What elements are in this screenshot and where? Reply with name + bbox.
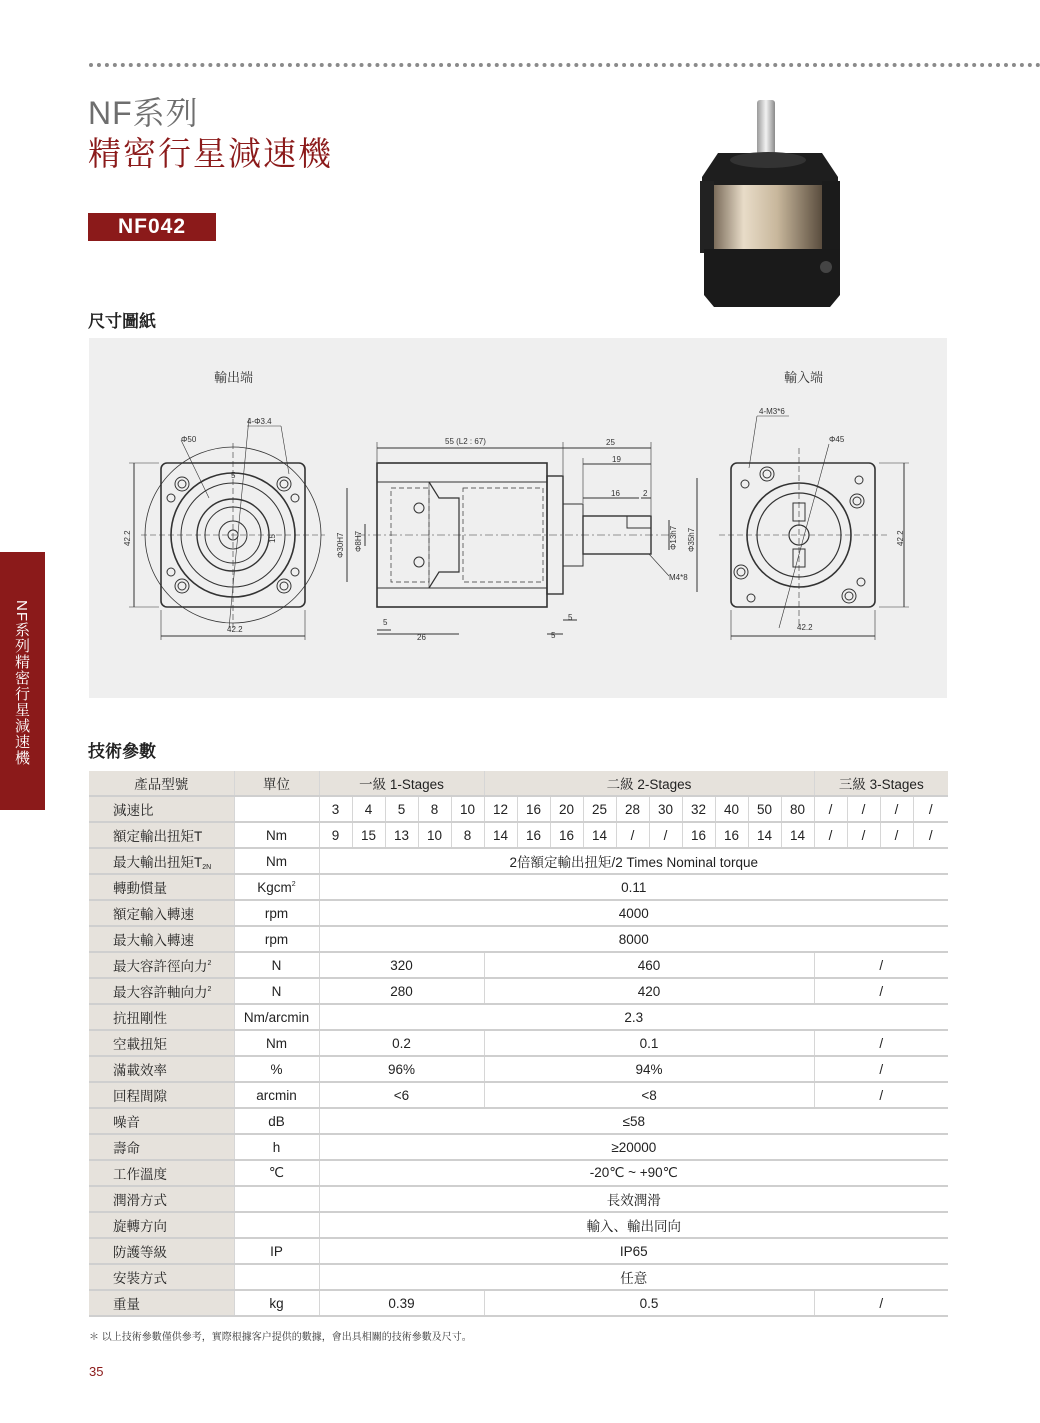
row-unit: Kgcm$^2$ — [234, 874, 319, 900]
row-label: 潤滑方式 — [89, 1186, 234, 1212]
table-row — [89, 1212, 948, 1238]
dim-phi50: Φ50 — [181, 435, 197, 444]
section-drawing-title: 尺寸圖紙 — [88, 312, 156, 331]
dim-42-2-in-v: 42.2 — [896, 530, 905, 546]
dim-5a: 5 — [383, 618, 388, 627]
cell: 10 — [451, 796, 484, 822]
cell: 20 — [550, 796, 583, 822]
row-unit — [234, 1264, 319, 1290]
table-row — [89, 822, 948, 848]
table-header-row — [89, 771, 948, 796]
row-unit: % — [234, 1056, 319, 1082]
table-row — [89, 1160, 948, 1186]
cell: 4000 — [319, 900, 948, 926]
row-unit — [234, 1186, 319, 1212]
cell: / — [847, 822, 880, 848]
table-row — [89, 1186, 948, 1212]
header-stage1: 一級 1-Stages — [319, 771, 484, 796]
cell: 14 — [484, 822, 517, 848]
page-number: 35 — [89, 1364, 104, 1379]
model-badge: NF042 — [88, 213, 216, 241]
table-row — [89, 926, 948, 952]
cell: 460 — [484, 952, 814, 978]
row-label: 最大輸入轉速 — [89, 926, 234, 952]
footnote: ＊ 以上技術參數僅供參考，實際根據客户提供的數據，會出具相關的技術參數及尺寸。 — [89, 1332, 472, 1343]
dim-5: 5 — [231, 471, 236, 480]
cell: ≥20000 — [319, 1134, 948, 1160]
cell: 16 — [517, 796, 550, 822]
dim-m4: M4*8 — [669, 573, 688, 582]
dim-2: 2 — [643, 489, 648, 498]
cell: / — [880, 822, 913, 848]
dim-5b: 5 — [551, 631, 556, 640]
cell: / — [814, 796, 847, 822]
row-unit: h — [234, 1134, 319, 1160]
row-label: 安裝方式 — [89, 1264, 234, 1290]
row-label: 減速比 — [89, 796, 234, 822]
table-row — [89, 952, 948, 978]
dim-phi45: Φ45 — [829, 435, 845, 444]
header-model: 產品型號 — [89, 771, 234, 796]
row-unit: Nm — [234, 822, 319, 848]
product-image — [690, 95, 850, 325]
row-unit: Nm — [234, 1030, 319, 1056]
row-unit: kg — [234, 1290, 319, 1316]
cell: 40 — [715, 796, 748, 822]
cell: 14 — [781, 822, 814, 848]
row-unit: N — [234, 978, 319, 1004]
row-unit: arcmin — [234, 1082, 319, 1108]
row-label: 抗扭剛性 — [89, 1004, 234, 1030]
cell: 3 — [319, 796, 352, 822]
dim-5c: 5 — [568, 613, 573, 622]
cell: / — [814, 822, 847, 848]
cell: 輸入、輸出同向 — [319, 1212, 948, 1238]
row-label: 壽命 — [89, 1134, 234, 1160]
cell: 8000 — [319, 926, 948, 952]
table-row — [89, 1264, 948, 1290]
drawing-lines — [89, 338, 947, 698]
cell: ≤58 — [319, 1108, 948, 1134]
cell: 30 — [649, 796, 682, 822]
table-row — [89, 1004, 948, 1030]
cell: 96% — [319, 1056, 484, 1082]
dim-phi8: Φ8H7 — [354, 530, 363, 552]
table-row — [89, 796, 948, 822]
dim-phi35: Φ35h7 — [687, 527, 696, 552]
row-unit: dB — [234, 1108, 319, 1134]
dim-42-2-h: 42.2 — [227, 625, 243, 634]
cell: 4 — [352, 796, 385, 822]
dim-26: 26 — [417, 633, 426, 642]
dim-phi30: Φ30H7 — [336, 532, 345, 558]
row-label: 工作溫度 — [89, 1160, 234, 1186]
cell: 320 — [319, 952, 484, 978]
cell: 5 — [385, 796, 418, 822]
output-end-label: 輸出端 — [214, 370, 254, 385]
row-label: 空載扭矩 — [89, 1030, 234, 1056]
cell: / — [814, 1030, 948, 1056]
row-unit: N — [234, 952, 319, 978]
header-stage2: 二級 2-Stages — [484, 771, 814, 796]
side-tab — [0, 552, 45, 810]
row-label: 回程間隙 — [89, 1082, 234, 1108]
row-label: 噪音 — [89, 1108, 234, 1134]
row-unit — [234, 1212, 319, 1238]
table-row — [89, 848, 948, 874]
cell: 8 — [418, 796, 451, 822]
cell: 14 — [748, 822, 781, 848]
cell: 280 — [319, 978, 484, 1004]
row-unit: IP — [234, 1238, 319, 1264]
dim-15: 15 — [268, 534, 277, 543]
row-label: 最大容許徑向力$^2$ — [89, 952, 234, 978]
row-unit: Nm — [234, 848, 319, 874]
cell: 0.11 — [319, 874, 948, 900]
table-row — [89, 1290, 948, 1316]
table-row — [89, 1238, 948, 1264]
cell: 16 — [682, 822, 715, 848]
cell: / — [649, 822, 682, 848]
cell: 28 — [616, 796, 649, 822]
input-end-label: 輸入端 — [784, 370, 824, 385]
dim-25: 25 — [606, 438, 615, 447]
cell: <6 — [319, 1082, 484, 1108]
cell: 15 — [352, 822, 385, 848]
cell: <8 — [484, 1082, 814, 1108]
table-row — [89, 1030, 948, 1056]
dim-phi13: Φ13h7 — [669, 525, 678, 550]
row-label: 額定輸出扭矩T — [89, 822, 234, 848]
spec-table — [89, 771, 948, 1317]
cell: / — [847, 796, 880, 822]
row-label: 防護等級 — [89, 1238, 234, 1264]
dotted-divider — [89, 63, 1040, 67]
dim-holes-in: 4-M3*6 — [759, 407, 785, 416]
cell: 長效潤滑 — [319, 1186, 948, 1212]
cell: 32 — [682, 796, 715, 822]
row-label: 重量 — [89, 1290, 234, 1316]
cell: 50 — [748, 796, 781, 822]
cell: / — [913, 796, 948, 822]
dim-holes-out: 4-Φ3.4 — [247, 417, 272, 426]
row-label: 旋轉方向 — [89, 1212, 234, 1238]
page-title: 精密行星減速機 — [88, 135, 333, 172]
table-row — [89, 1056, 948, 1082]
dim-16: 16 — [611, 489, 620, 498]
table-row — [89, 900, 948, 926]
cell: 13 — [385, 822, 418, 848]
cell: / — [814, 952, 948, 978]
row-unit: rpm — [234, 900, 319, 926]
table-row — [89, 978, 948, 1004]
table-row — [89, 1134, 948, 1160]
cell: 12 — [484, 796, 517, 822]
cell: 94% — [484, 1056, 814, 1082]
cell: 80 — [781, 796, 814, 822]
cell: -20℃ ~ +90℃ — [319, 1160, 948, 1186]
cell: 8 — [451, 822, 484, 848]
cell: 16 — [517, 822, 550, 848]
header-unit: 單位 — [234, 771, 319, 796]
cell: 420 — [484, 978, 814, 1004]
series-title: NF系列 — [88, 95, 199, 131]
table-row — [89, 1082, 948, 1108]
cell: / — [880, 796, 913, 822]
cell: 10 — [418, 822, 451, 848]
table-row — [89, 1108, 948, 1134]
dim-42-2-in-h: 42.2 — [797, 623, 813, 632]
dim-19: 19 — [612, 455, 621, 464]
cell: / — [913, 822, 948, 848]
cell: / — [616, 822, 649, 848]
row-label: 最大容許軸向力$^2$ — [89, 978, 234, 1004]
cell: 任意 — [319, 1264, 948, 1290]
row-label: 滿載效率 — [89, 1056, 234, 1082]
section-spec-title: 技術參數 — [88, 742, 156, 761]
cell: 0.5 — [484, 1290, 814, 1316]
cell: IP65 — [319, 1238, 948, 1264]
side-tab-label: NF系列精密行星減速機 — [13, 600, 30, 766]
row-unit: ℃ — [234, 1160, 319, 1186]
row-label: 最大輸出扭矩$T_{2N}$ — [89, 848, 234, 874]
dim-length: 55 (L2 : 67) — [445, 437, 486, 446]
cell: 2倍額定輸出扭矩/2 Times Nominal torque — [319, 848, 948, 874]
cell: 14 — [583, 822, 616, 848]
dimension-drawing — [89, 338, 947, 698]
row-label: 額定輸入轉速 — [89, 900, 234, 926]
cell: / — [814, 1082, 948, 1108]
cell: / — [814, 1290, 948, 1316]
cell: 25 — [583, 796, 616, 822]
table-row — [89, 874, 948, 900]
cell: / — [814, 1056, 948, 1082]
cell: 16 — [715, 822, 748, 848]
cell: 0.1 — [484, 1030, 814, 1056]
cell: 0.2 — [319, 1030, 484, 1056]
header-stage3: 三級 3-Stages — [814, 771, 948, 796]
cell: 9 — [319, 822, 352, 848]
cell: 0.39 — [319, 1290, 484, 1316]
cell: 16 — [550, 822, 583, 848]
cell: / — [814, 978, 948, 1004]
row-unit: rpm — [234, 926, 319, 952]
row-label: 轉動慣量 — [89, 874, 234, 900]
dim-42-2-v: 42.2 — [123, 530, 132, 546]
row-unit: Nm/arcmin — [234, 1004, 319, 1030]
cell: 2.3 — [319, 1004, 948, 1030]
